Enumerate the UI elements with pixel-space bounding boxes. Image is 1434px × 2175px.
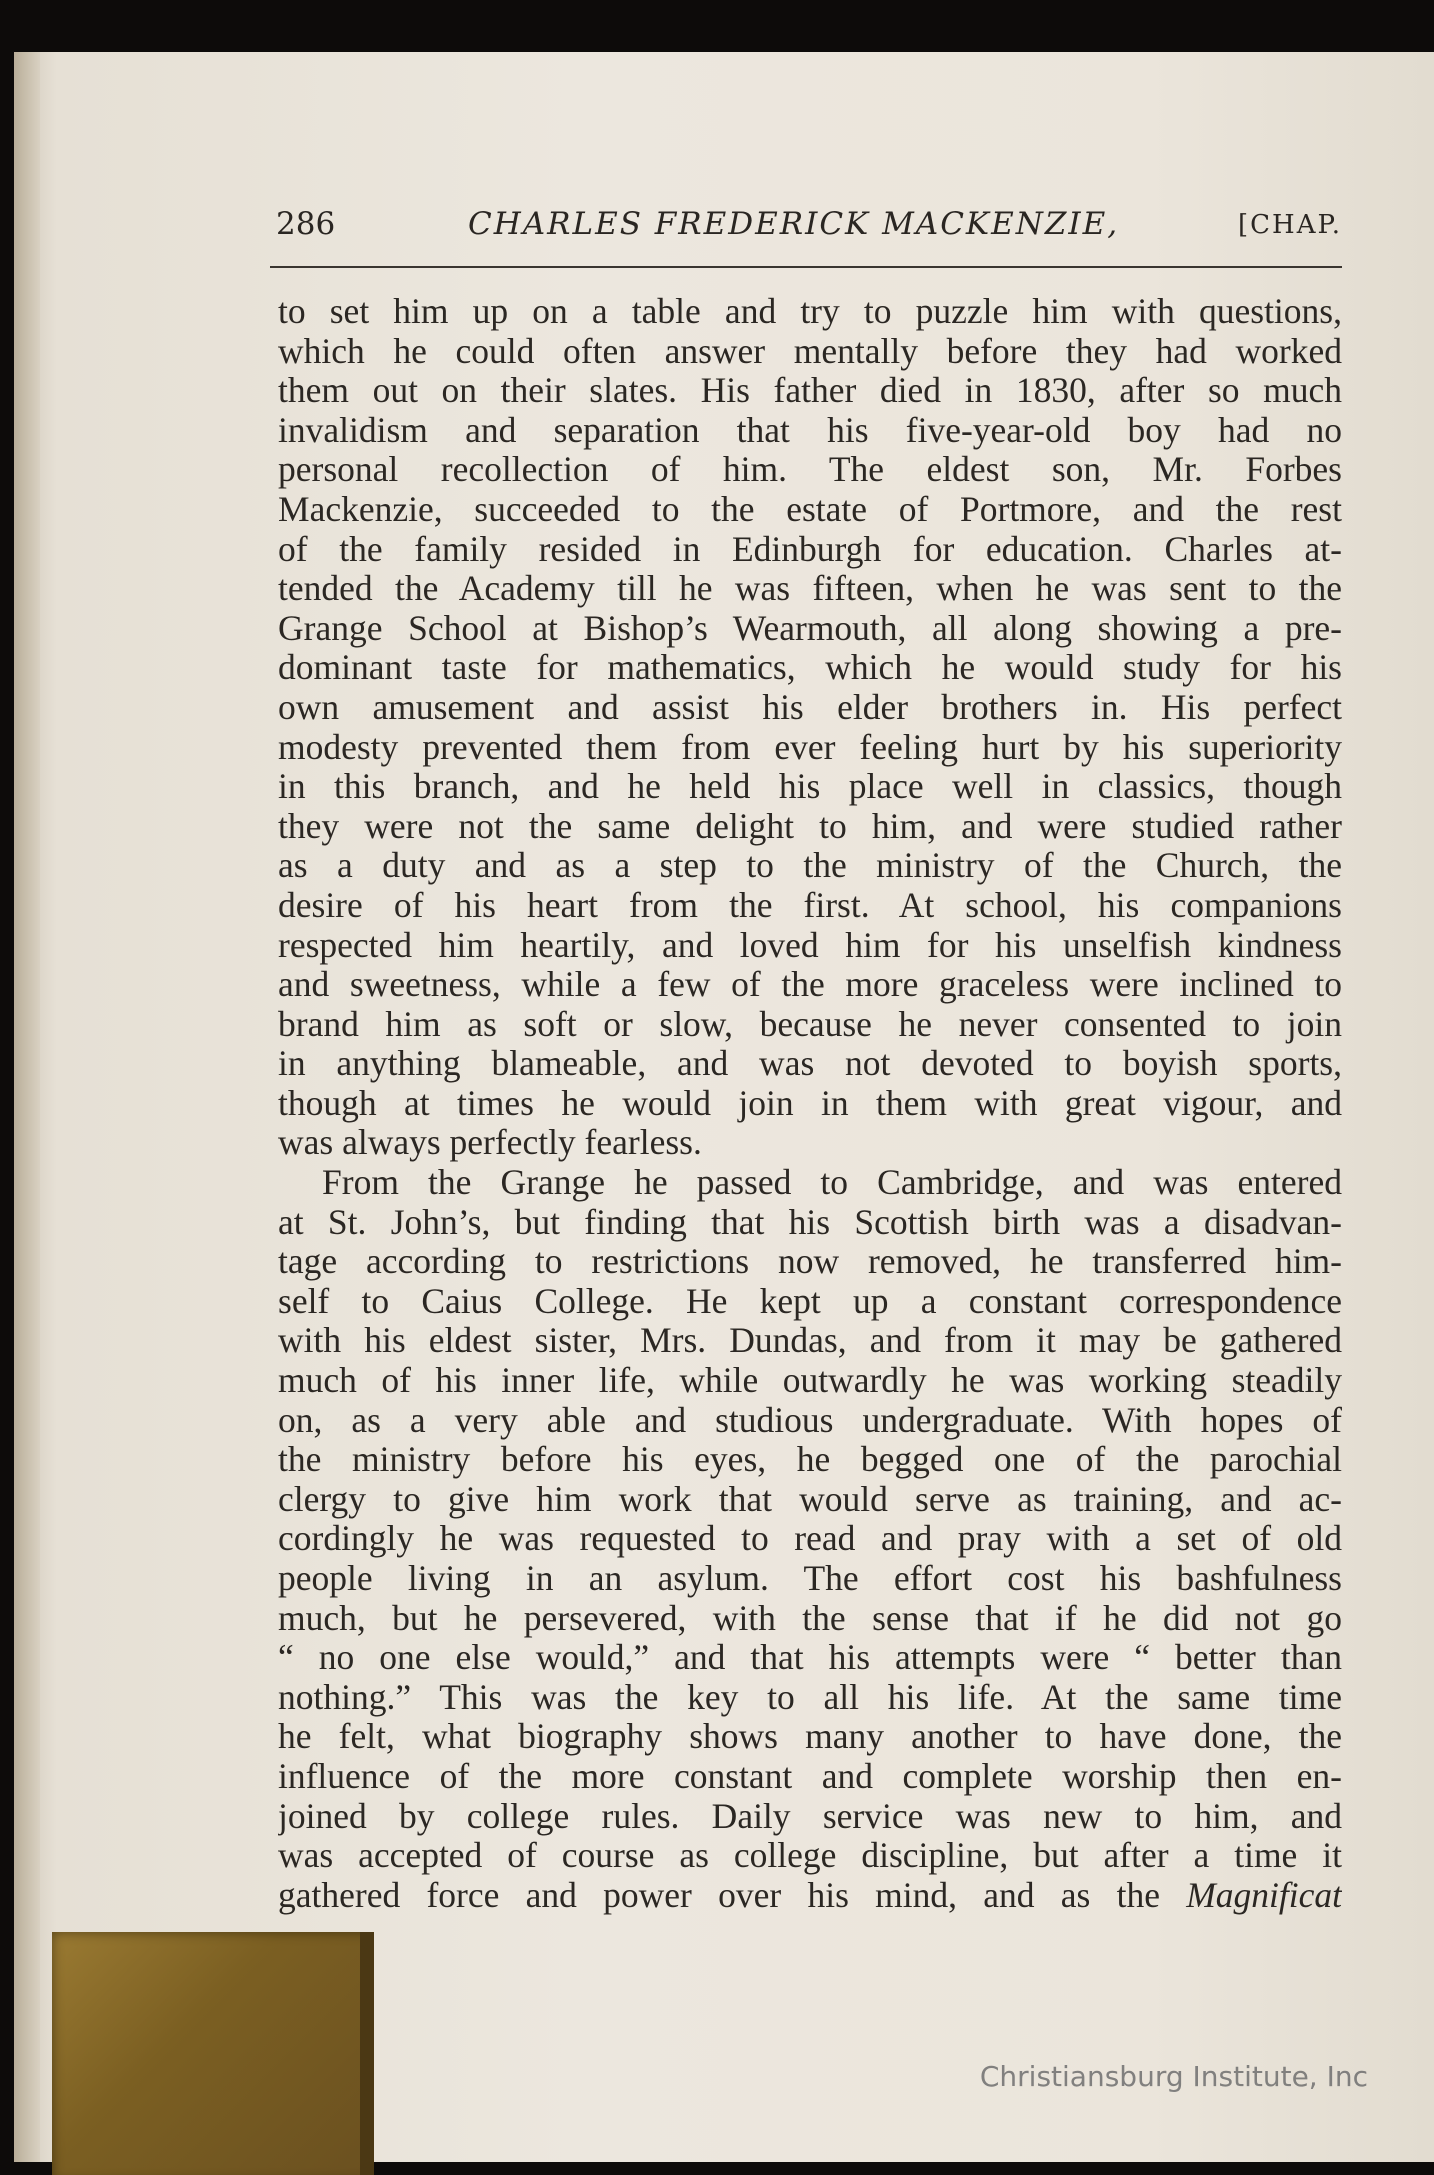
- text-line: on, as a very able and studious undergraduate. With hopes of: [278, 1400, 1342, 1440]
- text-line: invalidism and separation that his five-year-old boy had no: [278, 410, 1342, 450]
- text-line: them out on their slates. His father died in 1830, after so much: [278, 371, 1342, 411]
- page-number: 286: [276, 206, 336, 242]
- running-title: CHARLES FREDERICK MACKENZIE,: [468, 206, 1120, 242]
- paragraph-start-line: From the Grange he passed to Cambridge, and was entered: [322, 1163, 1342, 1203]
- bookmark-shadow-edge: [360, 1932, 374, 2175]
- text-line: at St. John’s, but finding that his Scottish birth was a disadvan-: [278, 1202, 1342, 1242]
- final-text-line: [278, 1876, 1342, 1916]
- text-line: joined by college rules. Daily service was new to him, and: [278, 1796, 1342, 1836]
- text-line: the ministry before his eyes, he begged one of the parochial: [278, 1440, 1342, 1480]
- text-line: respected him heartily, and loved him for his unselfish kindness: [278, 925, 1342, 965]
- text-line: personal recollection of him. The eldest son, Mr. Forbes: [278, 450, 1342, 490]
- text-line: nothing.” This was the key to all his life. At the same time: [278, 1677, 1342, 1717]
- watermark-text: Christiansburg Institute, Inc: [979, 2060, 1368, 2093]
- text-line: people living in an asylum. The effort cost his bashfulness: [278, 1559, 1342, 1598]
- running-header: [262, 198, 1342, 258]
- text-line: brand him as soft or slow, because he never consented to join: [278, 1004, 1342, 1044]
- text-line: dominant taste for mathematics, which he would study for his: [278, 648, 1342, 688]
- text-line: was accepted of course as college discipline, but after a time it: [278, 1836, 1342, 1876]
- text-line: tage according to restrictions now removed, he transferred him-: [278, 1242, 1342, 1282]
- text-line: he felt, what biography shows many another to have done, the: [278, 1717, 1342, 1757]
- text-line: to set him up on a table and try to puzzle him with questions,: [278, 292, 1342, 331]
- magnificat-italic: Magnificat: [1186, 1875, 1342, 1915]
- header-rule: [270, 266, 1342, 268]
- text-line: though at times he would join in them with great vigour, and: [278, 1083, 1342, 1123]
- text-line: Grange School at Bishop’s Wearmouth, all along showing a pre-: [278, 608, 1342, 648]
- text-line: they were not the same delight to him, and were studied rather: [278, 806, 1342, 846]
- text-line: clergy to give him work that would serve as training, and ac-: [278, 1479, 1342, 1519]
- text-line: of the family resided in Edinburgh for education. Charles at-: [278, 529, 1342, 569]
- text-line: influence of the more constant and complete worship then en-: [278, 1756, 1342, 1796]
- text-line: self to Caius College. He kept up a constant correspondence: [278, 1281, 1342, 1321]
- gold-bookmark: [52, 1932, 374, 2175]
- final-line-text: gathered force and power over his mind, and as the: [278, 1875, 1160, 1915]
- body-text: [278, 292, 1342, 1915]
- text-line: Mackenzie, succeeded to the estate of Portmore, and the rest: [278, 489, 1342, 529]
- text-line: own amusement and assist his elder brothers in. His perfect: [278, 687, 1342, 727]
- text-line: in anything blameable, and was not devoted to boyish sports,: [278, 1044, 1342, 1084]
- text-line: cordingly he was requested to read and pray with a set of old: [278, 1519, 1342, 1559]
- text-line: with his eldest sister, Mrs. Dundas, and from it may be gathered: [278, 1321, 1342, 1361]
- text-line: much, but he persevered, with the sense that if he did not go: [278, 1598, 1342, 1638]
- text-line: as a duty and as a step to the ministry of the Church, the: [278, 846, 1342, 886]
- text-line: in this branch, and he held his place well in classics, though: [278, 767, 1342, 807]
- text-line: which he could often answer mentally before they had worked: [278, 331, 1342, 371]
- text-line: and sweetness, while a few of the more graceless were inclined to: [278, 965, 1342, 1005]
- page-gutter-edge: [14, 52, 40, 2162]
- text-line: modesty prevented them from ever feeling hurt by his superiority: [278, 727, 1342, 767]
- text-line: desire of his heart from the first. At school, his companions: [278, 885, 1342, 925]
- paragraph-end-line: was always perfectly fearless.: [278, 1123, 702, 1163]
- chapter-marker: [CHAP.: [1238, 210, 1342, 240]
- text-line: much of his inner life, while outwardly he was working steadily: [278, 1361, 1342, 1401]
- text-line: tended the Academy till he was fifteen, when he was sent to the: [278, 569, 1342, 609]
- text-line: “ no one else would,” and that his attempts were “ better than: [278, 1638, 1342, 1678]
